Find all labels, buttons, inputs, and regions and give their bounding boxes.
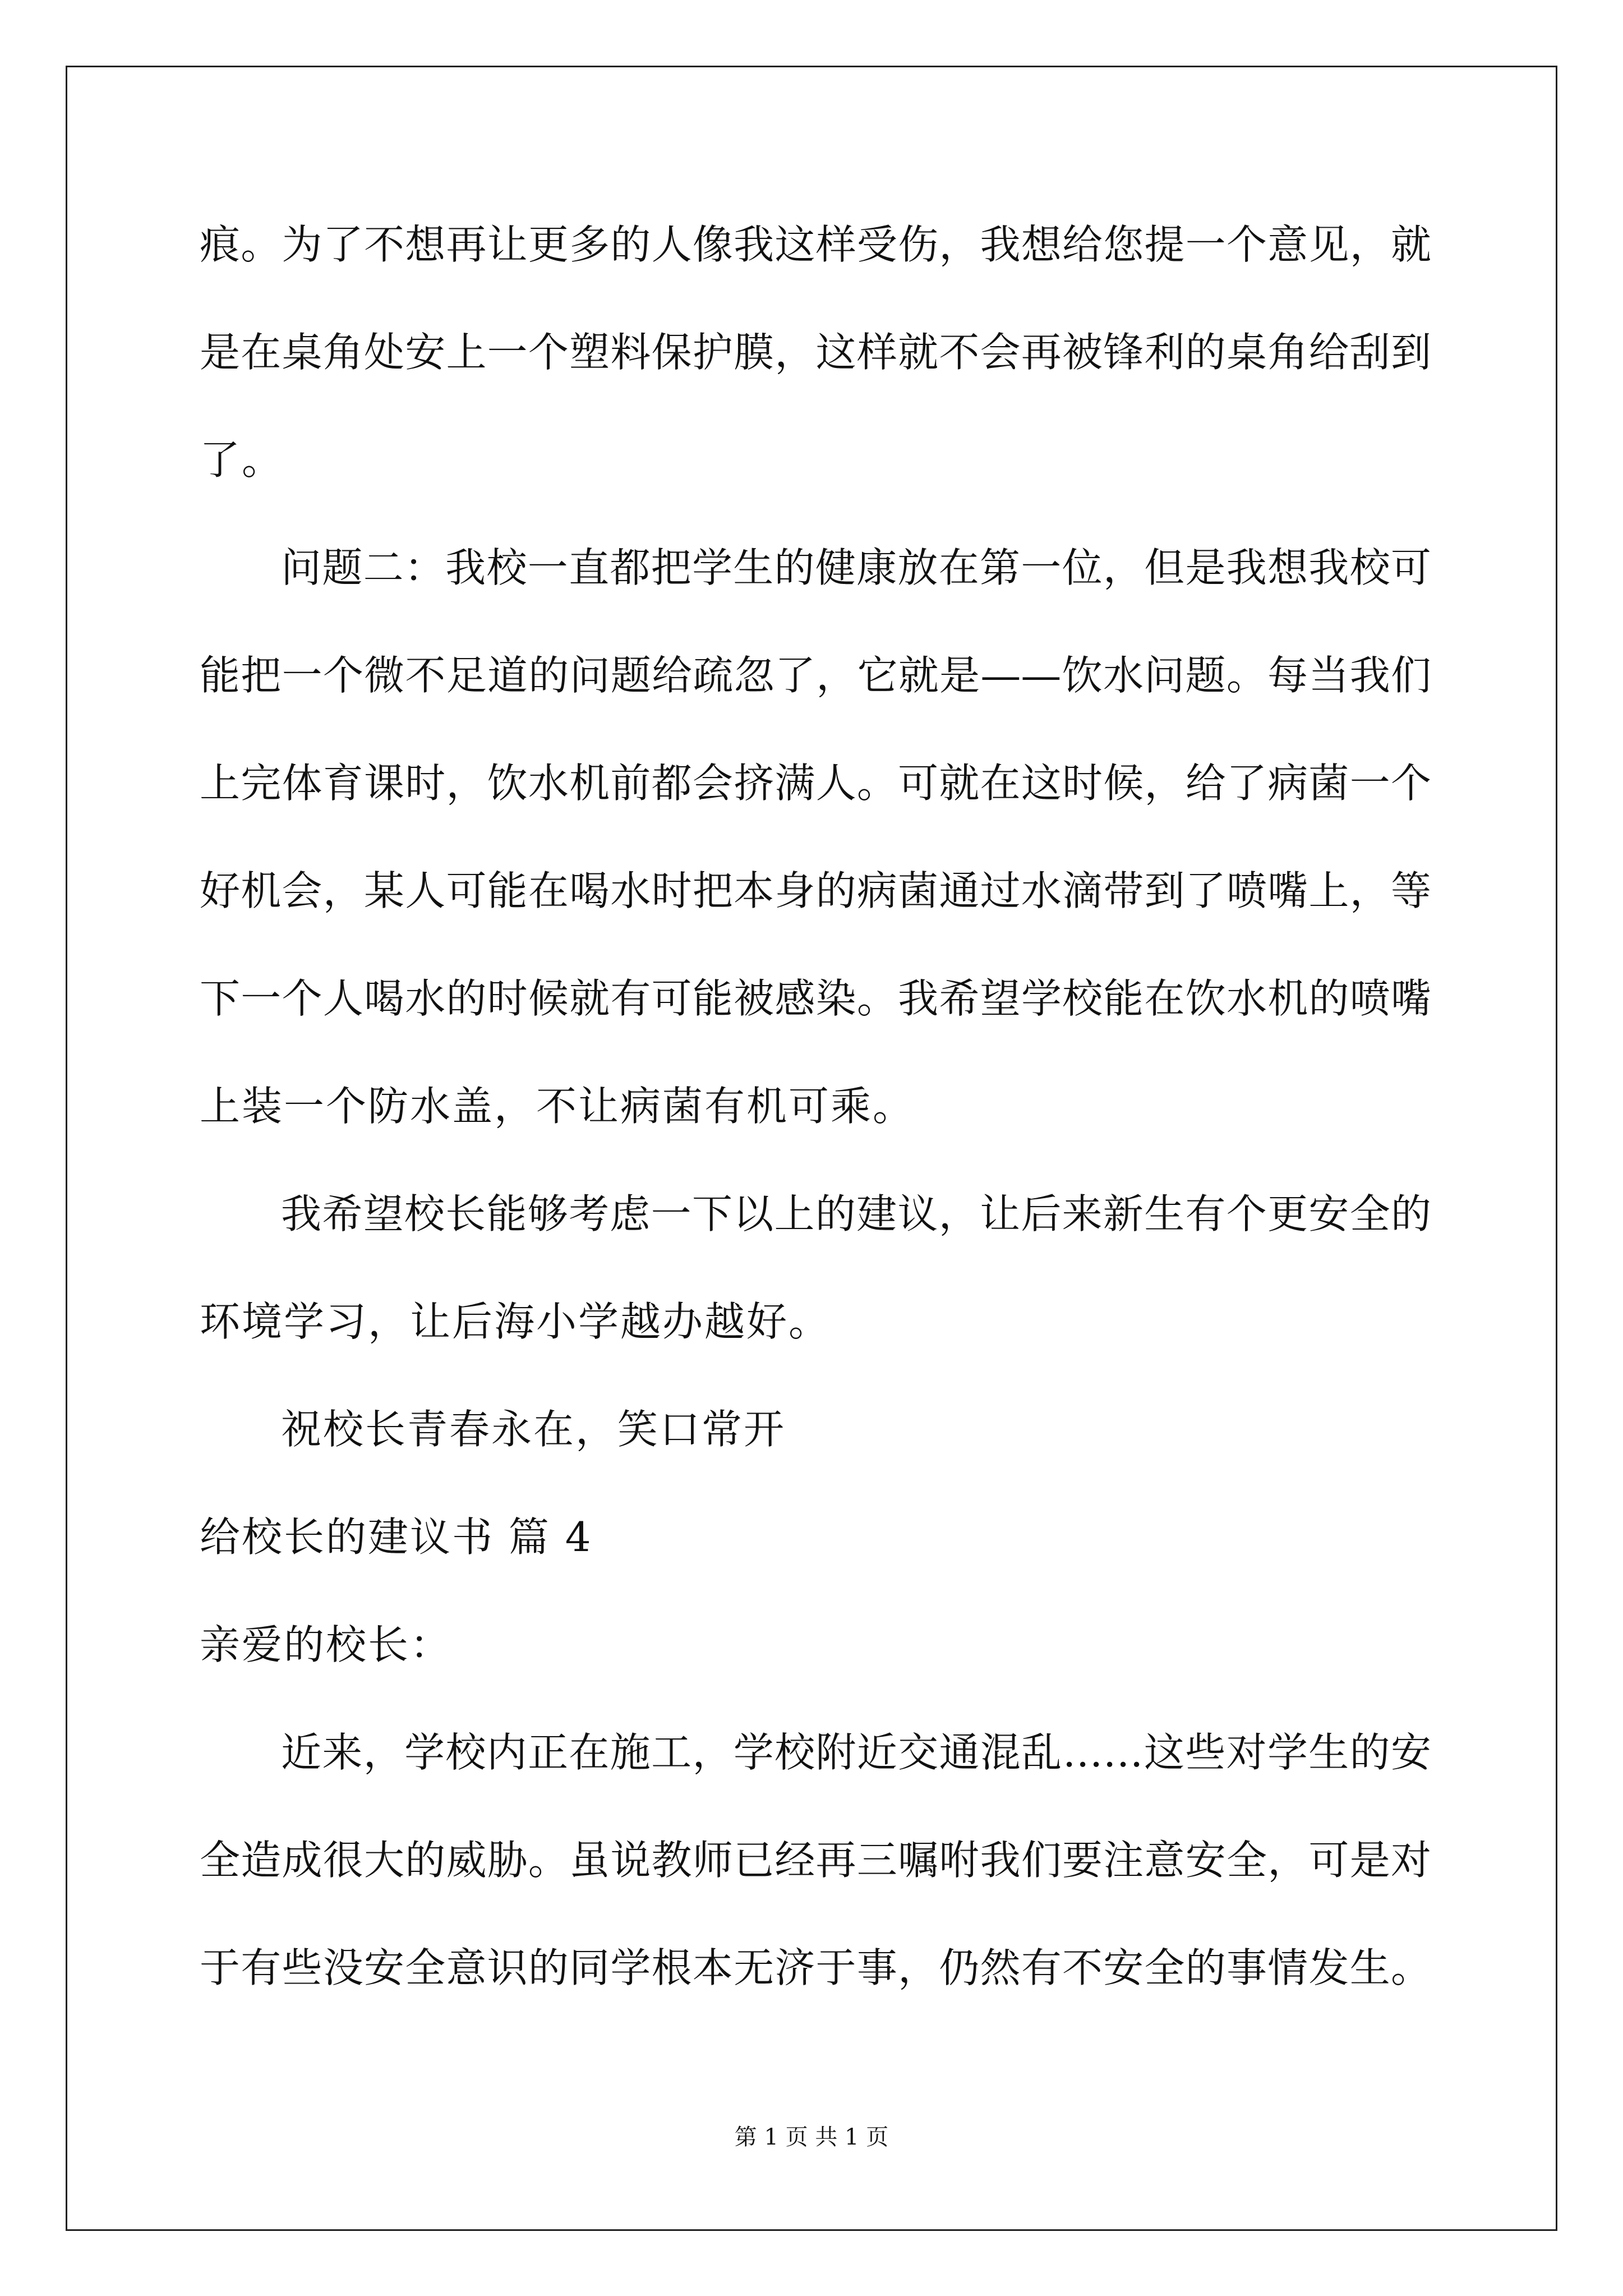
page-footer: 第 1 页 共 1 页 (734, 2124, 889, 2150)
paragraph-first-line: 我希望校长能够考虑一下以上的建议，让后来新生有个更安全的 (281, 1190, 1431, 1237)
text-line: 能把一个微不足道的问题给疏忽了，它就是——饮水问题。每当我们 (200, 652, 1431, 699)
text-line: 亲爱的校长： (200, 1621, 453, 1668)
text-line: 全造成很大的威胁。虽说教师已经再三嘱咐我们要注意安全，可是对 (200, 1837, 1431, 1884)
text-line: 于有些没安全意识的同学根本无济于事，仍然有不安全的事情发生。 (200, 1944, 1431, 1991)
text-line: 上装一个防水盖，不让病菌有机可乘。 (200, 1083, 915, 1130)
text-line: 下一个人喝水的时候就有可能被感染。我希望学校能在饮水机的喷嘴 (200, 975, 1431, 1022)
text-line: 环境学习，让后海小学越办越好。 (200, 1298, 831, 1345)
document-body (200, 191, 1431, 2022)
text-line: 好机会，某人可能在喝水时把本身的病菌通过水滴带到了喷嘴上，等 (200, 867, 1431, 914)
text-line: 了。 (200, 436, 284, 484)
text-line: 给校长的建议书 篇 4 (200, 1513, 593, 1561)
text-line: 上完体育课时，饮水机前都会挤满人。可就在这时候，给了病菌一个 (200, 760, 1431, 807)
paragraph-first-line: 祝校长青春永在，笑口常开 (281, 1406, 786, 1453)
paragraph-first-line: 问题二：我校一直都把学生的健康放在第一位，但是我想我校可 (281, 544, 1431, 591)
text-line: 痕。为了不想再让更多的人像我这样受伤，我想给您提一个意见，就 (200, 221, 1431, 268)
text-line: 是在桌角处安上一个塑料保护膜，这样就不会再被锋利的桌角给刮到 (200, 329, 1431, 376)
paragraph-first-line: 近来，学校内正在施工，学校附近交通混乱……这些对学生的安 (281, 1729, 1431, 1776)
